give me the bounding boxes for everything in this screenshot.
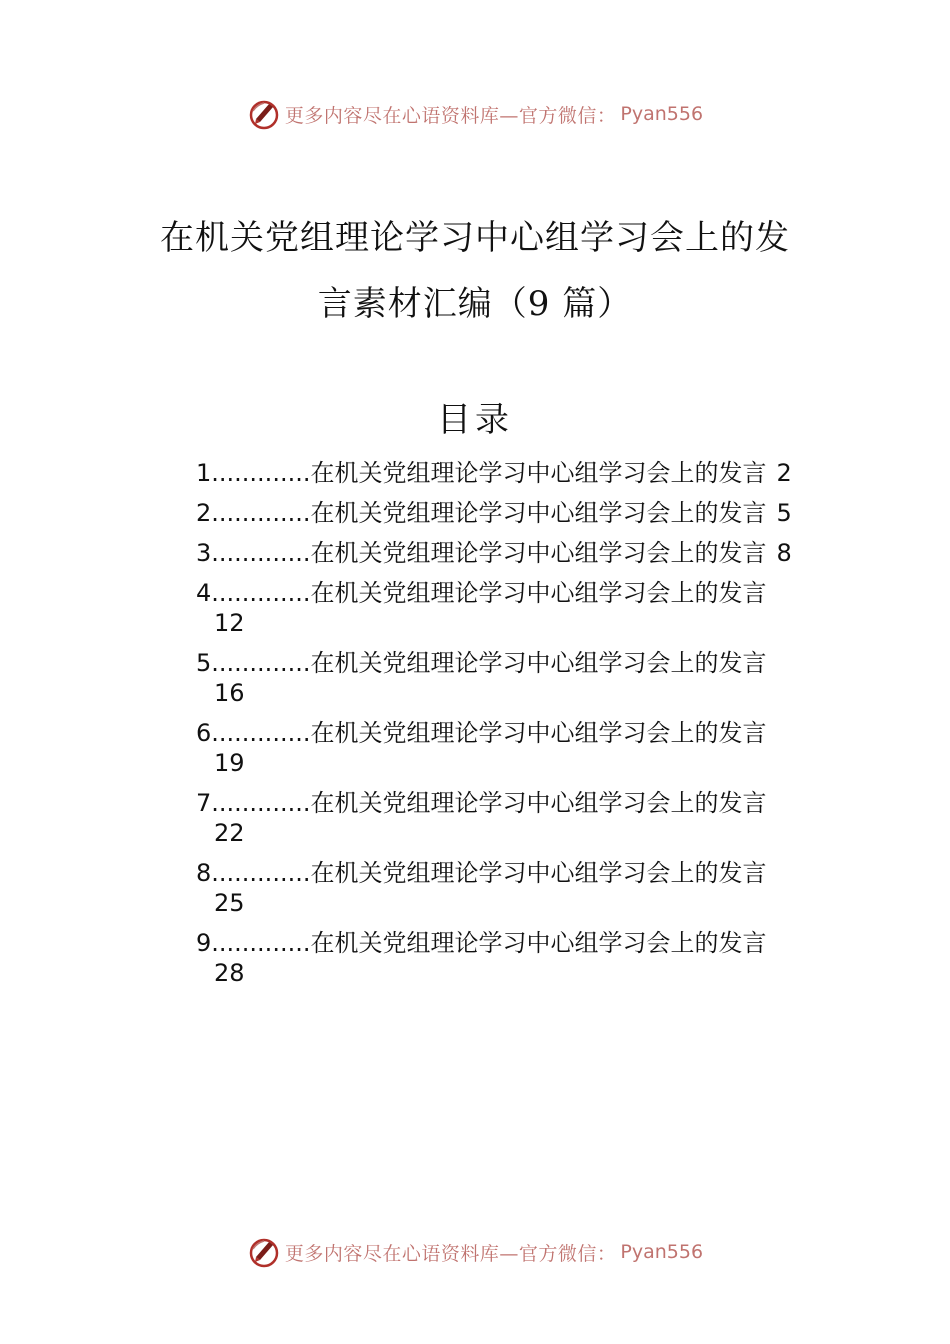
- toc-entry-page: 28: [214, 959, 245, 987]
- toc-entry-title: 在机关党组理论学习中心组学习会上的发言: [310, 579, 767, 607]
- toc-entry-title: 在机关党组理论学习中心组学习会上的发言: [310, 719, 767, 747]
- toc-entry-dots: .............: [211, 499, 311, 527]
- toc-entry-number: 7: [196, 789, 212, 817]
- toc-entry-dots: .............: [211, 789, 311, 817]
- toc-entry[interactable]: [196, 538, 856, 578]
- toc-entry-number: 9: [196, 929, 212, 957]
- toc-entry-dots: .............: [211, 459, 311, 487]
- toc-entry-dots: .............: [211, 539, 311, 567]
- toc-entry-number: 8: [196, 859, 212, 887]
- toc-entry-page: 12: [214, 609, 245, 637]
- toc-entry-number: 3: [196, 539, 212, 567]
- toc-entry[interactable]: [196, 928, 856, 998]
- document-title-line-1: 在机关党组理论学习中心组学习会上的发: [160, 218, 790, 258]
- toc-entry-number: 2: [196, 499, 212, 527]
- toc-entry-dots: .............: [211, 929, 311, 957]
- watermark-id: Pyan556: [620, 103, 704, 125]
- toc-entry-dots: .............: [211, 719, 311, 747]
- toc-entry[interactable]: [196, 718, 856, 788]
- toc-entry[interactable]: [196, 578, 856, 648]
- pen-circle-logo-icon: [247, 97, 281, 131]
- watermark-text: 更多内容尽在心语资料库—官方微信：: [284, 1242, 617, 1265]
- toc-entry-page: 19: [214, 749, 245, 777]
- toc-entry[interactable]: [196, 498, 856, 538]
- toc-entry-page: 22: [214, 819, 245, 847]
- toc-entry-number: 4: [196, 579, 212, 607]
- document-title-line-2: 言素材汇编（9 篇）: [317, 284, 633, 324]
- toc-entry-number: 1: [196, 459, 212, 487]
- table-of-contents: [196, 458, 856, 998]
- toc-entry-page: 8: [776, 539, 792, 567]
- toc-entry-dots: .............: [211, 649, 311, 677]
- toc-entry-title: 在机关党组理论学习中心组学习会上的发言: [310, 539, 767, 567]
- toc-entry-page: 2: [776, 459, 792, 487]
- toc-entry-title: 在机关党组理论学习中心组学习会上的发言: [310, 499, 767, 527]
- toc-entry-dots: .............: [211, 579, 311, 607]
- toc-entry-page: 16: [214, 679, 245, 707]
- toc-entry[interactable]: [196, 458, 856, 498]
- toc-entry-title: 在机关党组理论学习中心组学习会上的发言: [310, 649, 767, 677]
- footer-watermark: [0, 1232, 950, 1272]
- toc-entry[interactable]: [196, 788, 856, 858]
- toc-heading: 目录: [437, 400, 513, 440]
- toc-entry-page: 25: [214, 889, 245, 917]
- toc-entry[interactable]: [196, 648, 856, 718]
- toc-entry-title: 在机关党组理论学习中心组学习会上的发言: [310, 859, 767, 887]
- toc-entry-title: 在机关党组理论学习中心组学习会上的发言: [310, 789, 767, 817]
- watermark-text: 更多内容尽在心语资料库—官方微信：: [284, 104, 617, 127]
- toc-entry-title: 在机关党组理论学习中心组学习会上的发言: [310, 929, 767, 957]
- watermark-id: Pyan556: [620, 1241, 704, 1263]
- toc-entry-number: 5: [196, 649, 212, 677]
- toc-entry-page: 5: [776, 499, 792, 527]
- toc-entry[interactable]: [196, 858, 856, 928]
- header-watermark: [0, 94, 950, 134]
- pen-circle-logo-icon: [247, 1235, 281, 1269]
- toc-entry-title: 在机关党组理论学习中心组学习会上的发言: [310, 459, 767, 487]
- toc-entry-number: 6: [196, 719, 212, 747]
- toc-entry-dots: .............: [211, 859, 311, 887]
